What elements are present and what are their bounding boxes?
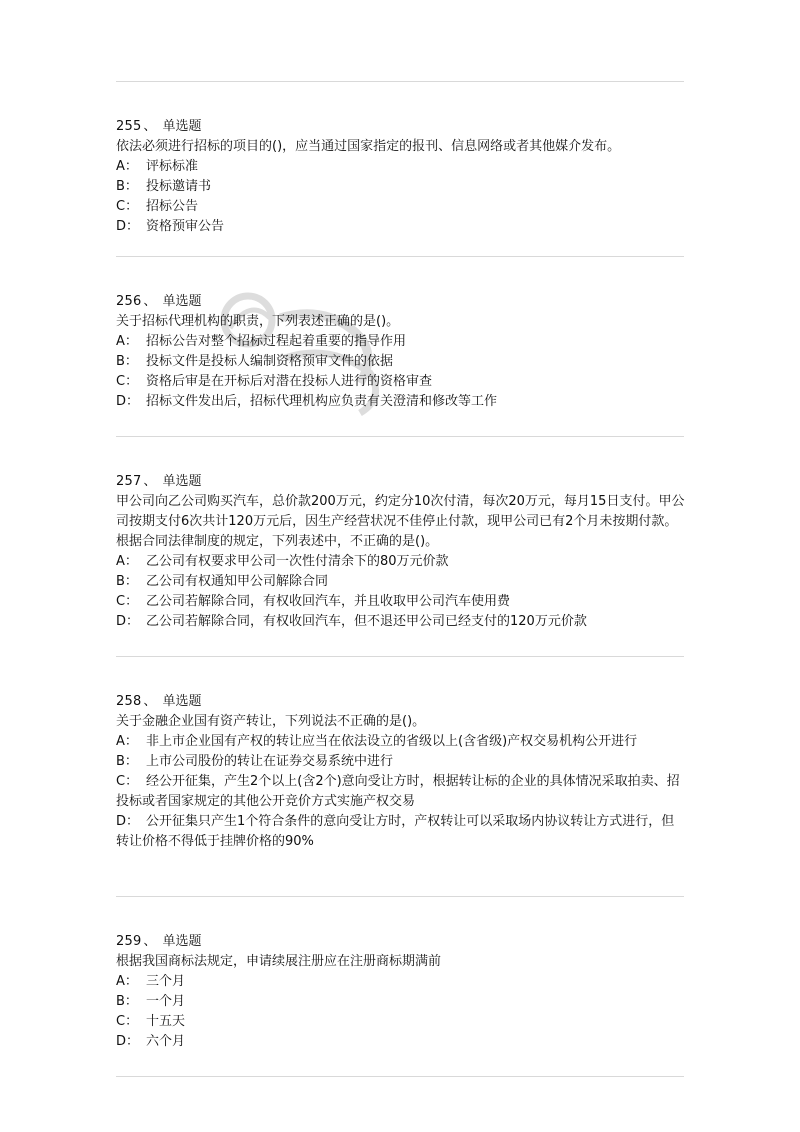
option-letter: A： xyxy=(116,554,138,569)
option-c xyxy=(116,592,686,612)
option-letter: B： xyxy=(116,574,138,589)
option-b xyxy=(116,752,686,772)
option-text: 乙公司有权要求甲公司一次性付清余下的80万元价款 xyxy=(146,554,449,569)
question-header xyxy=(116,692,686,712)
divider xyxy=(116,896,684,897)
option-a xyxy=(116,332,686,352)
question-stem: 根据我国商标法规定，申请续展注册应在注册商标期满前 xyxy=(116,954,442,969)
option-d xyxy=(116,1032,686,1052)
divider xyxy=(116,656,684,657)
question-stem: 甲公司向乙公司购买汽车，总价款200万元，约定分10次付清，每次20万元，每月15日支付。甲公司按期支付6次共计120万元后，因生产经营状况不佳停止付款，现甲公司已有2个月未按期付款。根据合同法律制度的规定，下列表述中，不正确的是()。 xyxy=(116,494,685,549)
option-letter: D： xyxy=(116,814,140,829)
option-b xyxy=(116,352,686,372)
question-header xyxy=(116,292,686,312)
option-a xyxy=(116,972,686,992)
question-256 xyxy=(116,292,686,412)
question-259 xyxy=(116,932,686,1052)
option-letter: C： xyxy=(116,374,139,389)
option-text: 三个月 xyxy=(146,974,186,989)
option-letter: B： xyxy=(116,994,138,1009)
option-b xyxy=(116,572,686,592)
question-type: 单选题 xyxy=(162,294,202,309)
question-separator: 、 xyxy=(143,934,157,949)
option-b xyxy=(116,992,686,1012)
option-c xyxy=(116,1012,686,1032)
option-text: 乙公司有权通知甲公司解除合同 xyxy=(146,574,329,589)
option-letter: C： xyxy=(116,774,139,789)
question-stem: 依法必须进行招标的项目的()，应当通过国家指定的报刊、信息网络或者其他媒介发布。 xyxy=(116,139,621,154)
option-letter: B： xyxy=(116,754,138,769)
option-a xyxy=(116,157,686,177)
question-type: 单选题 xyxy=(162,694,202,709)
option-letter: B： xyxy=(116,354,138,369)
divider xyxy=(116,81,684,82)
question-separator: 、 xyxy=(143,474,157,489)
question-stem: 关于招标代理机构的职责，下列表述正确的是()。 xyxy=(116,314,400,329)
option-letter: C： xyxy=(116,1014,139,1029)
option-text: 乙公司若解除合同，有权收回汽车，但不退还甲公司已经支付的120万元价款 xyxy=(146,614,587,629)
question-number: 256 xyxy=(116,294,142,309)
option-letter: A： xyxy=(116,334,138,349)
option-text: 资格预审公告 xyxy=(146,219,225,234)
question-258 xyxy=(116,692,686,852)
option-text: 一个月 xyxy=(146,994,186,1009)
question-separator: 、 xyxy=(143,694,157,709)
question-number: 258 xyxy=(116,694,142,709)
option-letter: D： xyxy=(116,614,140,629)
divider xyxy=(116,256,684,257)
option-text: 评标标准 xyxy=(146,159,199,174)
option-text: 六个月 xyxy=(146,1034,186,1049)
option-letter: A： xyxy=(116,734,138,749)
option-text: 十五天 xyxy=(146,1014,186,1029)
question-number: 257 xyxy=(116,474,142,489)
divider xyxy=(116,1076,684,1077)
option-text: 招标文件发出后，招标代理机构应负责有关澄清和修改等工作 xyxy=(146,394,498,409)
question-stem: 关于金融企业国有资产转让，下列说法不正确的是()。 xyxy=(116,714,426,729)
option-text: 投标邀请书 xyxy=(146,179,212,194)
question-header xyxy=(116,472,686,492)
option-b xyxy=(116,177,686,197)
option-letter: C： xyxy=(116,594,139,609)
option-text: 投标文件是投标人编制资格预审文件的依据 xyxy=(146,354,394,369)
question-separator: 、 xyxy=(143,119,157,134)
option-letter: A： xyxy=(116,159,138,174)
option-c xyxy=(116,197,686,217)
option-text: 招标公告 xyxy=(146,199,199,214)
option-text: 经公开征集，产生2个以上(含2个)意向受让方时，根据转让标的企业的具体情况采取拍卖、招投标或者国家规定的其他公开竞价方式实施产权交易 xyxy=(116,774,680,809)
question-header xyxy=(116,932,686,952)
question-header xyxy=(116,117,686,137)
option-letter: D： xyxy=(116,1034,140,1049)
option-d xyxy=(116,217,686,237)
option-text: 招标公告对整个招标过程起着重要的指导作用 xyxy=(146,334,407,349)
option-letter: B： xyxy=(116,179,138,194)
question-type: 单选题 xyxy=(162,474,202,489)
option-d xyxy=(116,612,686,632)
question-255 xyxy=(116,117,686,237)
option-text: 资格后审是在开标后对潜在投标人进行的资格审查 xyxy=(146,374,433,389)
option-c xyxy=(116,772,686,812)
option-letter: D： xyxy=(116,394,140,409)
option-text: 非上市企业国有产权的转让应当在依法设立的省级以上(含省级)产权交易机构公开进行 xyxy=(146,734,638,749)
option-d xyxy=(116,392,686,412)
option-d xyxy=(116,812,686,852)
option-letter: A： xyxy=(116,974,138,989)
option-letter: C： xyxy=(116,199,139,214)
question-number: 259 xyxy=(116,934,142,949)
question-257 xyxy=(116,472,686,632)
option-a xyxy=(116,552,686,572)
question-number: 255 xyxy=(116,119,142,134)
question-type: 单选题 xyxy=(162,934,202,949)
option-text: 乙公司若解除合同，有权收回汽车，并且收取甲公司汽车使用费 xyxy=(146,594,511,609)
question-separator: 、 xyxy=(143,294,157,309)
option-c xyxy=(116,372,686,392)
divider xyxy=(116,436,684,437)
question-type: 单选题 xyxy=(162,119,202,134)
option-letter: D： xyxy=(116,219,140,234)
option-a xyxy=(116,732,686,752)
option-text: 上市公司股份的转让在证券交易系统中进行 xyxy=(146,754,394,769)
option-text: 公开征集只产生1个符合条件的意向受让方时，产权转让可以采取场内协议转让方式进行，但转让价格不得低于挂牌价格的90% xyxy=(116,814,675,849)
